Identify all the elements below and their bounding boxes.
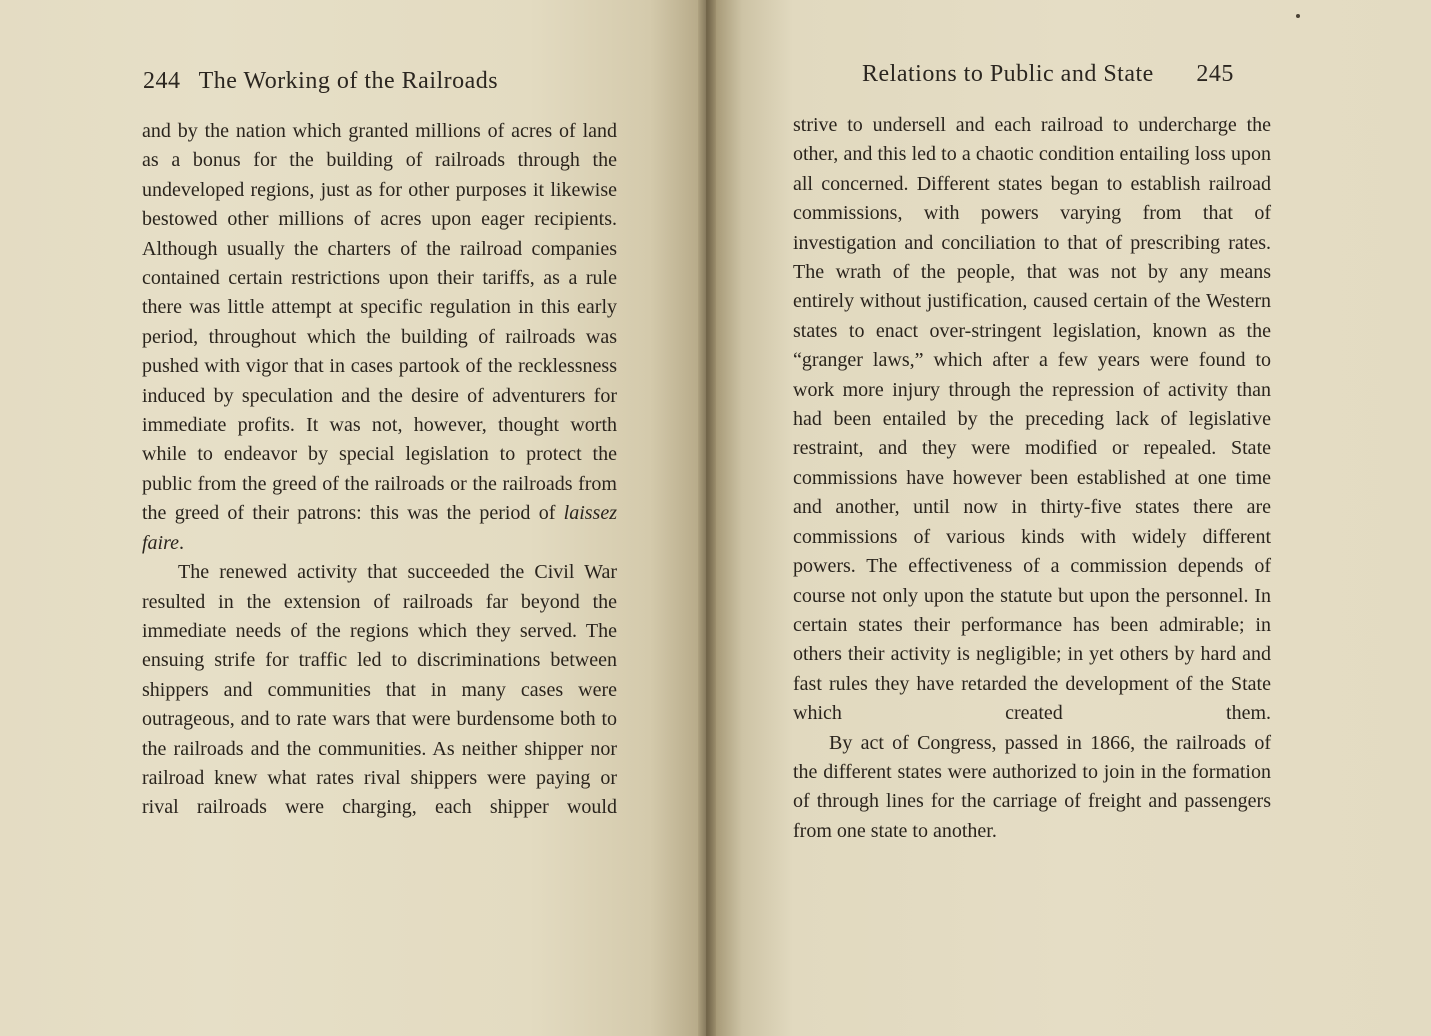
left-body-text — [142, 117, 617, 823]
left-paragraph-1: and by the nation which granted millions of acres of land as a bonus for the building of railroads through the undeveloped regions, just as for other purposes it likewise bestowed other millions of acres upon eager recipients. Although usually the charters of the railroad companies contained certain restrictions upon their tariffs, as a rule there was little attempt at specific regulation in this early period, throughout which the building of railroads was pushed with vigor that in cases partook of the recklessness induced by speculation and the desire of adventurers for immediate profits. It was not, however, thought worth while to endeavor by special legislation to protect the public from the greed of the railroads or the railroads from the greed of their patrons: this was the period of laissez faire. — [142, 120, 617, 554]
left-page — [0, 0, 706, 1036]
paper-speck — [1296, 14, 1300, 18]
right-running-head-title: Relations to Public and State — [862, 61, 1154, 87]
laissez-faire-italic: laissez faire — [142, 502, 617, 554]
left-running-head-title: The Working of the Railroads — [198, 68, 499, 94]
right-page-number: 245 — [1196, 61, 1234, 87]
left-paragraph-2: The renewed activity that succeeded the Civil War resulted in the extension of railroads far beyond the immediate needs of the regions which they served. The ensuing strife for traffic led to discriminations between shippers and communities that in many cases were outrageous, and to rate wars that were burdensome both to the railroads and the communities. As neither shipper nor railroad knew what rates rival shippers were paying or rival railroads were charging, each shipper would — [142, 561, 617, 819]
left-running-header — [143, 68, 498, 95]
right-paragraph-2: By act of Congress, passed in 1866, the railroads of the different states were authorized to join in the formation of through lines for the carriage of freight and passengers from one state to another. — [793, 731, 1271, 842]
book-gutter — [698, 0, 716, 1036]
right-paragraph-1: strive to undersell and each railroad to undercharge the other, and this led to a chaotic condition entailing loss upon all concerned. Different states began to establish railroad commissions, with powers varying from that of investigation and conciliation to that of prescribing rates. The wrath of the people, that was not by any means entirely without justification, caused certain of the Western states to enact over-stringent legislation, known as the “granger laws,” which after a few years were found to work more injury through the repression of activity than had been entailed by the preceding lack of legislative restraint, and they were modified or repealed. State commissions have however been established at one time and another, until now in thirty-five states there are commissions of various kinds with widely different powers. The effectiveness of a commission depends of course not only upon the statute but upon the personnel. In certain states their performance has been admirable; in others their activity is negligible; in yet others by hard and fast rules they have retarded the development of the State which created them. — [793, 114, 1271, 725]
right-running-header — [862, 61, 1234, 88]
right-body-text — [793, 111, 1271, 846]
left-page-number: 244 — [143, 68, 181, 94]
